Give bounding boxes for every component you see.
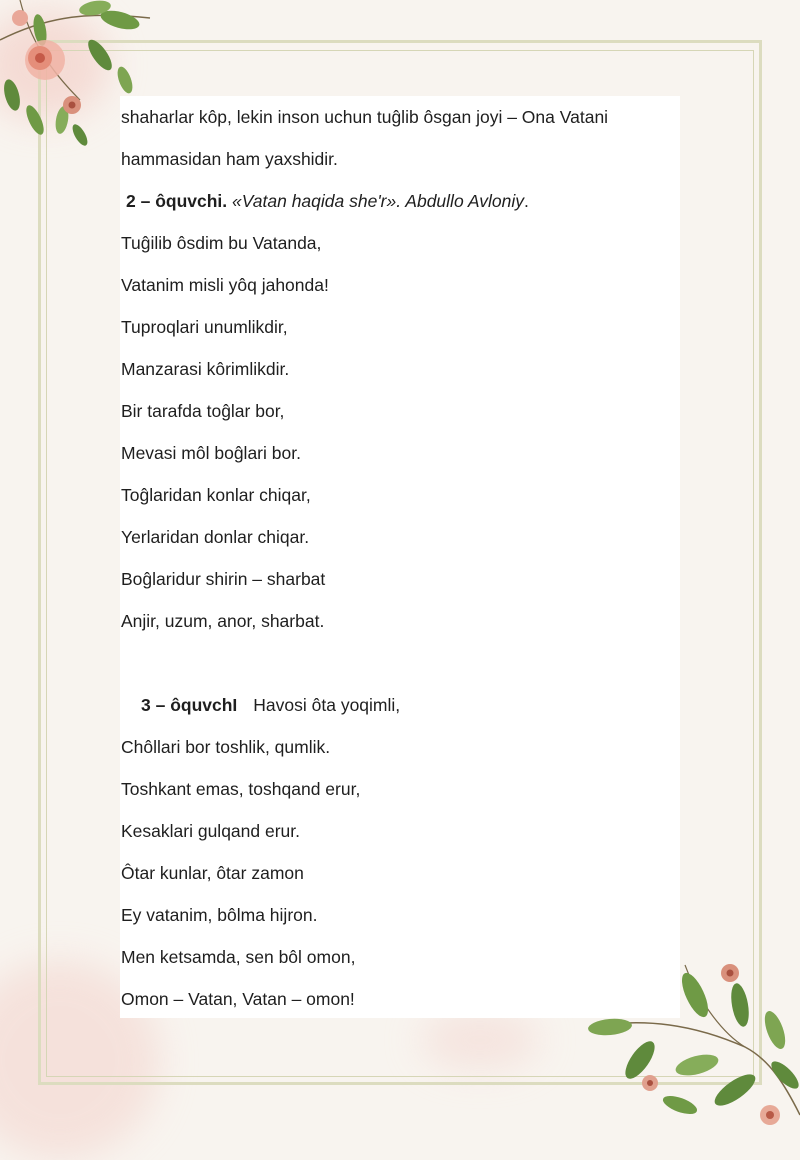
poem-line: Bir tarafda toĝlar bor, [121,401,285,421]
poem-line: Manzarasi kôrimlikdir. [121,359,290,379]
poem-line: Omon – Vatan, Vatan – omon! [121,989,355,1009]
poem-line: Toshkant emas, toshqand erur, [121,779,361,799]
text-line-2: hammasidan ham yaxshidir. [121,149,338,169]
poem-line: Boĝlaridur shirin – sharbat [121,569,326,589]
speaker-line-3: 3 – ôquvchI Havosi ôta yoqimli, [141,695,401,715]
poem-line: Ey vatanim, bôlma hijron. [121,905,318,925]
poem-line: Vatanim misli yôq jahonda! [121,275,329,295]
leaf-branch-icon [585,955,800,1131]
poem-line: Anjir, uzum, anor, sharbat. [121,611,325,631]
speaker-label: 3 – ôquvchI [141,695,238,715]
poem-line: Yerlaridan donlar chiqar. [121,527,310,547]
poem-line: Tuĝilib ôsdim bu Vatanda, [121,233,322,253]
text-line-1: shaharlar kôp, lekin inson uchun tuĝlib ôsgan joyi – Ona Vatani [121,107,609,127]
speaker-label: 2 – ôquvchi. [126,191,228,211]
poem-line: Men ketsamda, sen bôl omon, [121,947,356,967]
floral-corner-icon [0,0,170,160]
poem-line: Toĝlaridan konlar chiqar, [121,485,311,505]
speaker-line-2: 2 – ôquvchi. «Vatan haqida she'r». Abdullo Avloniy. [126,191,529,211]
poem-title: «Vatan haqida she'r». Abdullo Avloniy [232,191,524,211]
poem-line: Mevasi môl boĝlari bor. [121,443,301,463]
poem-line: Chôllari bor toshlik, qumlik. [121,737,331,757]
poem-line: Ôtar kunlar, ôtar zamon [121,863,304,883]
poem-line: Tuproqlari unumlikdir, [121,317,288,337]
poem-line: Kesaklari gulqand erur. [121,821,300,841]
